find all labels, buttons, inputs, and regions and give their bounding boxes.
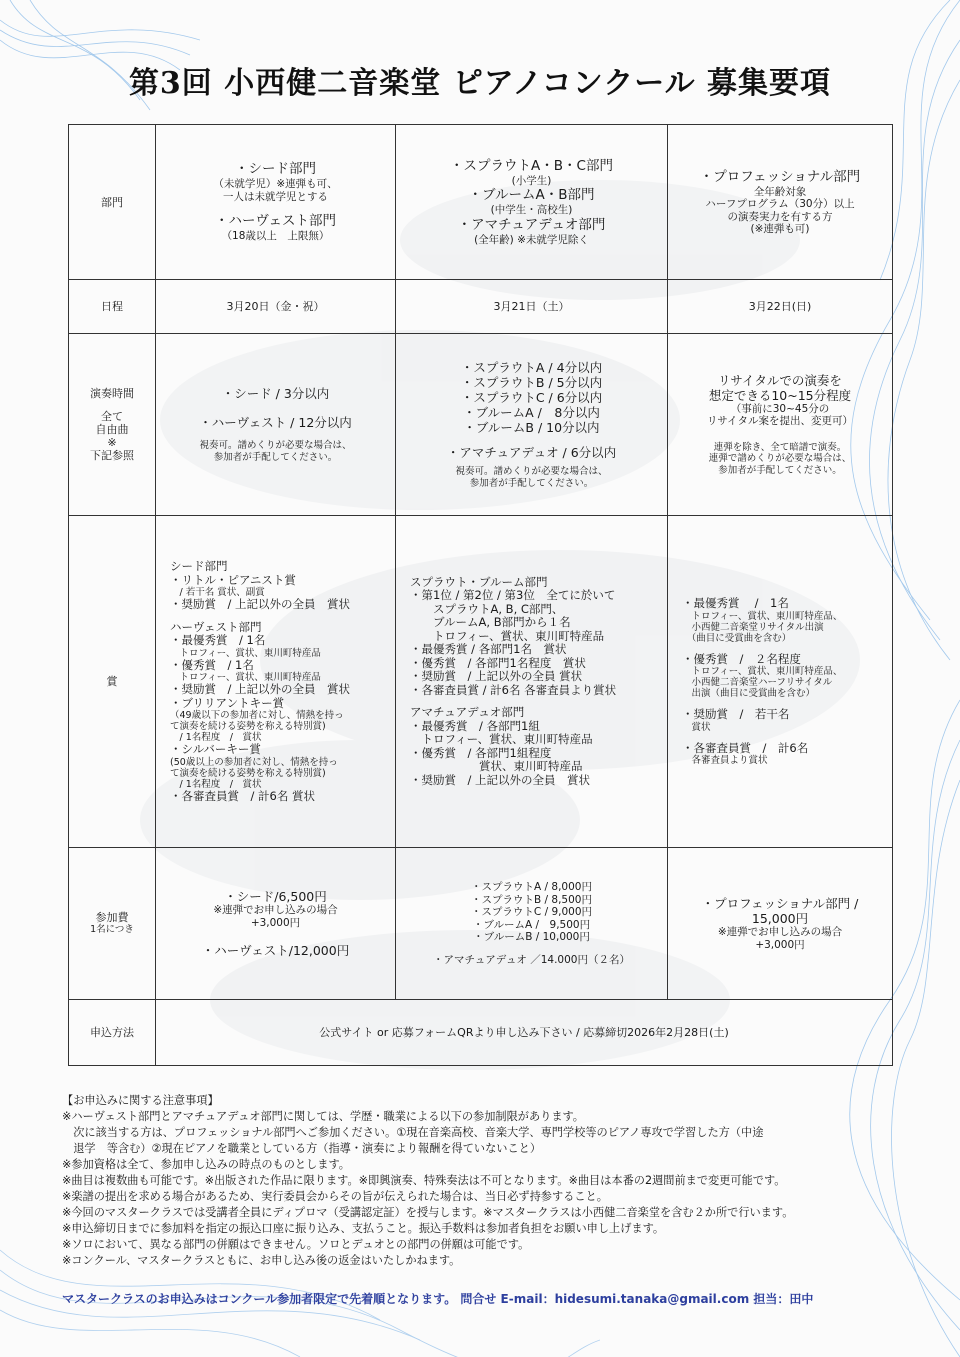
performance-note-7: 参加者が手配してください。 bbox=[718, 464, 842, 476]
prizes-row bbox=[69, 516, 893, 848]
prize-line: (50歳以上の参加者に対し、情熱を持っ bbox=[170, 756, 338, 768]
note-line: ※楽譜の提出を求める場合があるため、実行委員会からその旨が伝えられた場合は、当日必ず持参すること。 bbox=[62, 1190, 608, 1203]
application-label: 申込方法 bbox=[69, 1000, 156, 1066]
fee-label-main: 参加費 bbox=[95, 911, 129, 925]
prizes-col1 bbox=[156, 516, 396, 848]
note-line: ※コンクール、マスタークラスともに、お申し込み後の返金はいたしかねます。 bbox=[62, 1254, 461, 1267]
prize-line: アマチュアデュオ部門 bbox=[410, 705, 525, 720]
division-col1 bbox=[156, 125, 396, 280]
performance-bloom-a: ・ブルームA / 8分以内 bbox=[463, 405, 600, 420]
schedule-label: 日程 bbox=[69, 280, 156, 334]
division-duo-note: (全年齢) ※未就学児除く bbox=[474, 233, 589, 246]
fee-seed: ・シード/6,500円 bbox=[224, 889, 327, 904]
prize-line: ・奨励賞 / 上記以外の全員 賞状 bbox=[170, 682, 351, 696]
prize-line: ・各審査員賞 / 計6名 bbox=[682, 740, 809, 755]
performance-label-line5: 下記参照 bbox=[90, 449, 134, 462]
prize-line: ブルームA, B部門から１名 bbox=[410, 615, 571, 630]
prize-line: ・最優秀賞 / 1名 bbox=[682, 596, 789, 610]
prize-line: ・奨励賞 / 若干名 bbox=[682, 707, 790, 721]
notes-heading: 【お申込みに関する注意事項】 bbox=[62, 1094, 219, 1107]
performance-bloom-b: ・ブルームB / 10分以内 bbox=[463, 420, 600, 435]
contact-footer: マスタークラスのお申込みはコンクール参加者限定で先着順となります。 問合せ E-mail：hidesumi.tanaka@gmail.com 担当：田中 bbox=[62, 1292, 814, 1306]
notes-section bbox=[62, 1093, 922, 1269]
prize-line: トロフィー、賞状、東川町特産品 bbox=[410, 732, 593, 747]
division-row bbox=[69, 125, 893, 280]
fee-col2 bbox=[396, 848, 668, 1000]
performance-note-1: 視奏可。譜めくりが必要な場合は、 bbox=[199, 440, 352, 451]
division-professional-note2: ハーフプログラム（30分）以上 bbox=[705, 198, 855, 210]
fee-sprout-a: ・スプラウトA / 8,000円 bbox=[471, 881, 592, 893]
prizes-list-professional bbox=[682, 597, 886, 766]
prizes-col2 bbox=[396, 516, 668, 848]
prize-line: ・シルバーキー賞 bbox=[170, 742, 261, 756]
application-text: 公式サイト or 応募フォームQRより申し込み下さい / 応募締切2026年2月28日(土) bbox=[156, 1000, 893, 1066]
fee-bloom-b: ・ブルームB / 10,000円 bbox=[473, 931, 590, 943]
fee-sprout-b: ・スプラウトB / 8,500円 bbox=[471, 893, 592, 906]
prize-line: ・各審査員賞 / 計6名 賞状 bbox=[170, 788, 316, 803]
performance-recital-4: リサイタル案を提出、変更可） bbox=[706, 415, 854, 428]
prize-line: て演奏を続ける姿勢を称える特別賞) bbox=[170, 721, 326, 732]
fee-duo: ・アマチュアデュオ ／14.000円（２名） bbox=[433, 953, 630, 966]
division-seed-note2: 一人は未就学児とする bbox=[223, 190, 328, 203]
performance-sprout-a: ・スプラウトA / 4分以内 bbox=[460, 360, 603, 375]
prize-line: / 1名程度 / 賞状 bbox=[170, 778, 262, 790]
note-line: ※参加資格は全て、参加申し込みの時点のものとします。 bbox=[62, 1158, 350, 1171]
fee-label-sub: 1名につき bbox=[90, 924, 134, 936]
prizes-col3 bbox=[668, 516, 893, 848]
performance-col2 bbox=[396, 334, 668, 516]
prizes-list-seed-harvest bbox=[170, 560, 389, 803]
fee-professional-note: ※連弾でお申し込みの場合 bbox=[717, 926, 843, 938]
note-line: 退学 等含む）②現在ピアノを職業としている方（指導・演奏により報酬を得ていないこと） bbox=[62, 1142, 542, 1155]
prize-line: て演奏を続ける姿勢を称える特別賞) bbox=[170, 767, 326, 779]
performance-recital-2: 想定できる10~15分程度 bbox=[708, 387, 852, 403]
schedule-row bbox=[69, 280, 893, 334]
performance-note-4: 参加者が手配してください。 bbox=[469, 477, 594, 489]
prize-line: スプラウトA, B, C部門、 bbox=[410, 601, 564, 616]
prize-line: 出演（曲目に受賞曲を含む） bbox=[682, 688, 816, 699]
prizes-label: 賞 bbox=[69, 516, 156, 848]
division-col2 bbox=[396, 125, 668, 280]
prize-line: ・優秀賞 / 各部門1名程度 賞状 bbox=[410, 655, 586, 670]
fee-col3 bbox=[668, 848, 893, 1000]
fee-professional-amount: 15,000円 bbox=[751, 911, 809, 926]
prize-line: 小西健二音楽堂ハーフリサイタル bbox=[682, 677, 833, 688]
note-line: ※今回のマスタークラスでは受講者全員にディプロマ（受講認定証）を授与します。※マスタークラスは小西健二音楽堂を含む２か所で行います。 bbox=[62, 1206, 794, 1219]
fee-row bbox=[69, 848, 893, 1000]
note-line: ※申込締切日までに参加料を指定の振込口座に振り込み、支払うこと。振込手数料は参加者負担をお願い申し上げます。 bbox=[62, 1222, 665, 1235]
prize-line: ・第1位 / 第2位 / 第3位 全てに於いて bbox=[410, 588, 616, 603]
fee-seed-note: ※連弾でお申し込みの場合 bbox=[213, 904, 338, 916]
fee-label bbox=[69, 848, 156, 1000]
prize-line: （49歳以下の参加者に対し、情熱を持っ bbox=[170, 710, 344, 721]
prize-line: シード部門 bbox=[170, 559, 228, 573]
division-bloom-note: (中学生・高校生) bbox=[490, 204, 573, 217]
performance-col1 bbox=[156, 334, 396, 516]
prize-line: / 若干名 賞状、副賞 bbox=[170, 587, 265, 598]
fee-professional-extra: +3,000円 bbox=[755, 938, 805, 951]
performance-row bbox=[69, 334, 893, 516]
division-col3 bbox=[668, 125, 893, 280]
performance-note-6: 連弾で譜めくりが必要な場合は、 bbox=[708, 453, 852, 465]
performance-sprout-c: ・スプラウトC / 6分以内 bbox=[460, 390, 603, 405]
fee-professional: ・プロフェッショナル部門 / bbox=[701, 896, 859, 911]
performance-label-line3: 自由曲 bbox=[95, 423, 129, 436]
prize-line: ・最優秀賞 / 各部門1組 bbox=[410, 718, 540, 733]
division-label: 部門 bbox=[69, 125, 156, 280]
prize-line: ・最優秀賞 / 1名 bbox=[170, 633, 266, 647]
schedule-date-3: 3月22日(日) bbox=[668, 280, 893, 334]
note-line: ※ソロにおいて、異なる部門の併願はできません。ソロとデュオとの部門の併願は可能です。 bbox=[62, 1238, 530, 1251]
prize-line: / 1名程度 / 賞状 bbox=[170, 732, 262, 743]
schedule-date-1: 3月20日（金・祝） bbox=[156, 280, 396, 334]
prize-line: ・奨励賞 / 上記以外の全員 賞状 bbox=[410, 772, 591, 787]
schedule-date-2: 3月21日（土） bbox=[396, 280, 668, 334]
performance-label-line2: 全て bbox=[101, 410, 123, 423]
prize-line: ・ブリリアントキー賞 bbox=[170, 695, 285, 710]
performance-duo: ・アマチュアデュオ / 6分以内 bbox=[446, 445, 617, 460]
application-row bbox=[69, 1000, 893, 1066]
fee-seed-extra: +3,000円 bbox=[250, 916, 301, 929]
performance-label-line1: 演奏時間 bbox=[90, 387, 134, 400]
performance-harvest: ・ハーヴェスト / 12分以内 bbox=[199, 415, 352, 430]
performance-label-line4: ※ bbox=[107, 436, 117, 449]
prize-line: ・奨励賞 / 上記以外の全員 賞状 bbox=[410, 669, 583, 684]
division-professional-note1: 全年齢対象 bbox=[753, 185, 807, 198]
performance-label bbox=[69, 334, 156, 516]
division-seed: ・シード部門 bbox=[235, 161, 316, 178]
division-harvest: ・ハーヴェスト部門 bbox=[215, 213, 336, 230]
prize-line: ・優秀賞 / 各部門1組程度 bbox=[410, 745, 552, 760]
prizes-list-sprout-bloom-duo bbox=[410, 576, 661, 788]
prize-line: ・最優秀賞 / 各部門1名 賞状 bbox=[410, 642, 567, 657]
fee-bloom-a: ・ブルームA / 9,500円 bbox=[472, 918, 591, 931]
prize-line: ・奨励賞 / 上記以外の全員 賞状 bbox=[170, 597, 351, 611]
division-professional-note3: の演奏実力を有する方 bbox=[727, 210, 833, 223]
division-bloom: ・ブルームA・B部門 bbox=[468, 187, 595, 204]
performance-sprout-b: ・スプラウトB / 5分以内 bbox=[460, 375, 603, 390]
division-professional-note4: (※連弾も可) bbox=[750, 223, 810, 235]
prize-line: （曲目に受賞曲を含む） bbox=[682, 632, 792, 644]
performance-note-5: 連弾を除き、全て暗譜で演奏。 bbox=[713, 441, 847, 453]
prize-line: 各審査員より賞状 bbox=[682, 755, 768, 766]
prize-line: 賞状、東川町特産品 bbox=[410, 759, 583, 774]
division-seed-note: （未就学児）※連弾も可、 bbox=[213, 178, 338, 191]
prize-line: 小西健二音楽堂リサイタル出演 bbox=[682, 621, 824, 633]
prize-line: スプラウト・ブルーム部門 bbox=[410, 574, 548, 589]
prize-line: トロフィー、賞状、東川町特産品 bbox=[170, 672, 321, 683]
fee-col1 bbox=[156, 848, 396, 1000]
note-line: ※曲目は複数曲も可能です。※出版された作品に限ります。※即興演奏、特殊奏法は不可となります。※曲目は本番の2週間前まで変更可能です。 bbox=[62, 1174, 786, 1187]
performance-recital-1: リサイタルでの演奏を bbox=[718, 372, 842, 388]
division-duo: ・アマチュアデュオ部門 bbox=[457, 216, 606, 233]
prize-line: トロフィー、賞状、東川町特産品 bbox=[170, 647, 321, 659]
prize-line: ・優秀賞 / ２名程度 bbox=[682, 651, 801, 666]
note-line: 次に該当する方は、プロフェッショナル部門へご参加ください。①現在音楽高校、音楽大学、専門学校等のピアノ専攻で学習した方（中途 bbox=[62, 1126, 764, 1139]
performance-col3 bbox=[668, 334, 893, 516]
fee-harvest: ・ハーヴェスト/12,000円 bbox=[201, 943, 350, 958]
prize-line: ・各審査員賞 / 計6名 各審査員より賞状 bbox=[410, 682, 617, 697]
prize-line: ・リトル・ピアニスト賞 bbox=[170, 572, 296, 587]
division-harvest-note: （18歳以上 上限無） bbox=[221, 230, 330, 243]
prize-line: トロフィー、賞状、東川町特産品 bbox=[410, 628, 605, 643]
prize-line: トロフィー、賞状、東川町特産品、 bbox=[682, 610, 843, 622]
prize-line: トロフィー、賞状、東川町特産品、 bbox=[682, 666, 843, 677]
prize-line: 賞状 bbox=[682, 721, 711, 733]
prize-line: ・優秀賞 / 1名 bbox=[170, 657, 254, 672]
guidelines-table bbox=[68, 124, 893, 1066]
performance-recital-3: （事前に30~45分の bbox=[730, 402, 830, 415]
division-sprout-note: (小学生) bbox=[511, 174, 552, 187]
page-title: 第3回 小西健二音楽堂 ピアノコンクール 募集要項 bbox=[128, 66, 832, 101]
performance-seed: ・シード / 3分以内 bbox=[221, 386, 330, 401]
note-line: ※ハーヴェスト部門とアマチュアデュオ部門に関しては、学歴・職業による以下の参加制限があります。 bbox=[62, 1110, 584, 1123]
fee-sprout-c: ・スプラウトC / 9,000円 bbox=[470, 906, 593, 918]
performance-note-3: 視奏可。譜めくりが必要な場合は、 bbox=[455, 466, 608, 477]
prize-line: ハーヴェスト部門 bbox=[170, 619, 262, 634]
performance-note-2: 参加者が手配してください。 bbox=[213, 451, 338, 463]
division-professional: ・プロフェッショナル部門 bbox=[699, 168, 861, 185]
division-sprout: ・スプラウトA・B・C部門 bbox=[450, 157, 613, 174]
